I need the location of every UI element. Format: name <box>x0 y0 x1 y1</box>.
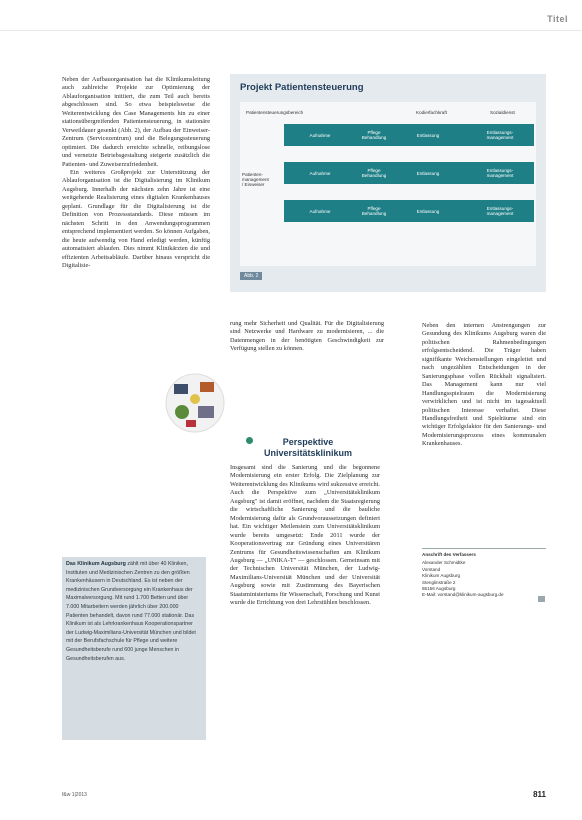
paragraph: Neben der Aufbauorganisation hat die Klinikumsleitung auch zahlreiche Projekte zur Optimierung der Ablauforganisation initiiert, die zum Teil auch bereits abgeschlossen sind. So etwa beispielsweise die Weiterentwicklung des Case Managements hin zu einer stationsübergreifenden Patientensteuerung, in stationäre Verweildauer gesenkt (Abb. 2), der Aufbau der Einweiser-Zentrum (Servicezentrum) und die Belegungssteuerung optimiert. Die dadurch erreichte schnelle, reibungslose und vernetzte Betriebsgestaltung steigerte zusätzlich die Patienten- und Zuweiserzufriedenheit. <box>62 76 210 168</box>
lane-step: Aufnahme <box>309 208 331 214</box>
lane-step: Entlassungs- management <box>486 206 514 216</box>
footer-journal: f&w 1|2013 <box>62 792 87 798</box>
lane-step: Aufnahme <box>309 170 331 176</box>
lane-step: Pflege Behandlung <box>361 130 387 140</box>
author-line: E-Mail: vorstand@klinikum-augsburg.de <box>422 592 504 598</box>
lane-step: Entlassungs- management <box>486 168 514 178</box>
lane-step: Entlassungs- management <box>486 130 514 140</box>
column-2-top-text: rung mehr Sicherheit und Qualität. Für die Digitalisierung sind Netzwerke und Hardware zu modernisieren, ... die Datenmengen in der benötigten Geschwindigkeit zur Verfügung stellen zu können. <box>230 320 384 353</box>
section-heading: Perspektive Universitätsklinikum <box>263 437 353 458</box>
author-line: 86156 Augsburg <box>422 586 456 592</box>
info-box-text <box>66 560 202 663</box>
lane-step: Entlassung <box>416 170 440 176</box>
figure-header-right: Sozialdienst <box>490 110 515 115</box>
info-box <box>62 557 206 740</box>
author-line: Vorstand <box>422 566 441 572</box>
end-mark-icon <box>538 596 545 602</box>
column-3-text: Neben den internen Anstrengungen zur Gesundung des Klinikums Augsburg waren die politischen Rahmenbedingungen erfolgsentscheidend. Die Träger haben signifikante Weichenstellungen eingeleitet und nach ungezählten Entscheidungen in der Sanierungsphase vollen Rückhalt signalisiert. Das Management kann nur viel Handlungsspielraum die Modernisierung verwirklichen und ist nicht im tagesaktuell politischen Interesse verhaftet. Diese Handlungsfreiheit und Spielräume sind ein wichtiger Erfolgsfaktor für den Sanierungs- und Modernisierungsprozess eines kommunalen Krankenhauses. <box>422 322 546 448</box>
lane-step: Entlassung <box>416 132 440 138</box>
column-1-text <box>62 76 210 270</box>
page-header-title: Titel <box>547 14 568 24</box>
lane-step: Pflege Behandlung <box>361 168 387 178</box>
page-number: 811 <box>533 790 546 799</box>
author-line: Alexander Schmidtke <box>422 560 466 566</box>
illustration-image <box>164 372 226 434</box>
info-box-lead: Das Klinikum Augsburg <box>66 561 126 567</box>
author-line: Stenglinstraße 2 <box>422 579 456 585</box>
author-line: Klinikum Augsburg <box>422 573 461 579</box>
figure-patient-steering <box>230 74 546 292</box>
lane-step: Pflege Behandlung <box>361 206 387 216</box>
figure-header-left: Patientensteuerungsbereich <box>246 110 304 115</box>
paragraph: Ein weiteres Großprojekt zur Unterstützung der Ablauforganisation ist die Digitalisierung im Klinikum Augsburg. Innerhalb der nächsten zehn Jahre ist eine weitgehende Realisierung eines digitalen Krankenhauses geplant. Grundlage für die Digitalisierung ist die Definition von Prozessstandards. Diese müssen im nächsten Schritt in den Anwendungsprogrammen entsprechend implementiert werden. So können Aufgaben, die heute aufwendig von Hand erledigt werden, künftig automatisiert ablaufen. Dies nimmt Klinikärzten die und effizienten Arbeitsabläufe. Darüber hinaus verspricht die Digitalisie- <box>62 168 210 269</box>
figure-caption: Abb. 2 <box>240 272 262 280</box>
figure-title: Projekt Patientensteuerung <box>240 82 364 93</box>
figure-diagram <box>240 102 536 266</box>
info-box-body: zählt mit über 40 Kliniken, Instituten und Medizinischen Zentren zu den größten Krankenhäusern in Deutschland. Es ist neben der medizinischen Grundversorgung ein Krankenhaus der Maximalversorgung. Mit rund 1.700 Betten und über 7.000 Mitarbeitern werden jährlich über 200.000 Patienten behandelt, davon rund 77.000 stationär. Das Klinikum ist als Lehrkrankenhaus Kooperationspartner der Ludwig-Maximilians-Universität München und bildet mit der Berufsfachschule für Pflege und weitere Gesundheitsberufe rund 600 junge Menschen in Gesundheitsberufen aus. <box>66 561 196 662</box>
lane-step: Aufnahme <box>309 132 331 138</box>
column-2-body-text: Insgesamt sind die Sanierung und die begonnene Modernisierung ein erster Erfolg. Die Zielplanung zur Weiterentwicklung des Klinikums wird sukzessive erreicht. Auch die Perspektive zum „Universitätsklinikum Augsburg" ist damit eröffnet, nachdem die Staatsregierung die wirtschaftliche Sanierung und die bauliche Modernisierung dafür als Grundvoraussetzungen definiert hat. Ein wichtiger Meilenstein zum Universitätsklinikum wurde bereits umgesetzt: Ende 2011 wurde der Kooperationsvertrag zur Gründung eines Universitären Zentrums für Gesundheitswissenschaften am Klinikum Augsburg — „UNIKA-T" — geschlossen. Gemeinsam mit der Technischen Universität München, der Ludwig-Maximilians-Universität München und der Universität Augsburg sowie mit Zustimmung des Bayerischen Staatsministeriums für Wissenschaft, Forschung und Kunst wurde die Errichtung von drei Lehrstühlen beschlossen. <box>230 464 380 607</box>
header-rule <box>0 30 582 31</box>
author-address-label: Anschrift des Verfassers <box>422 552 476 557</box>
lane-step: Entlassung <box>416 208 440 214</box>
figure-header-mid: Kodierfachkraft <box>416 110 447 115</box>
author-address-box <box>422 548 546 603</box>
figure-left-label: Patienten- management / Einweiser <box>242 172 269 187</box>
